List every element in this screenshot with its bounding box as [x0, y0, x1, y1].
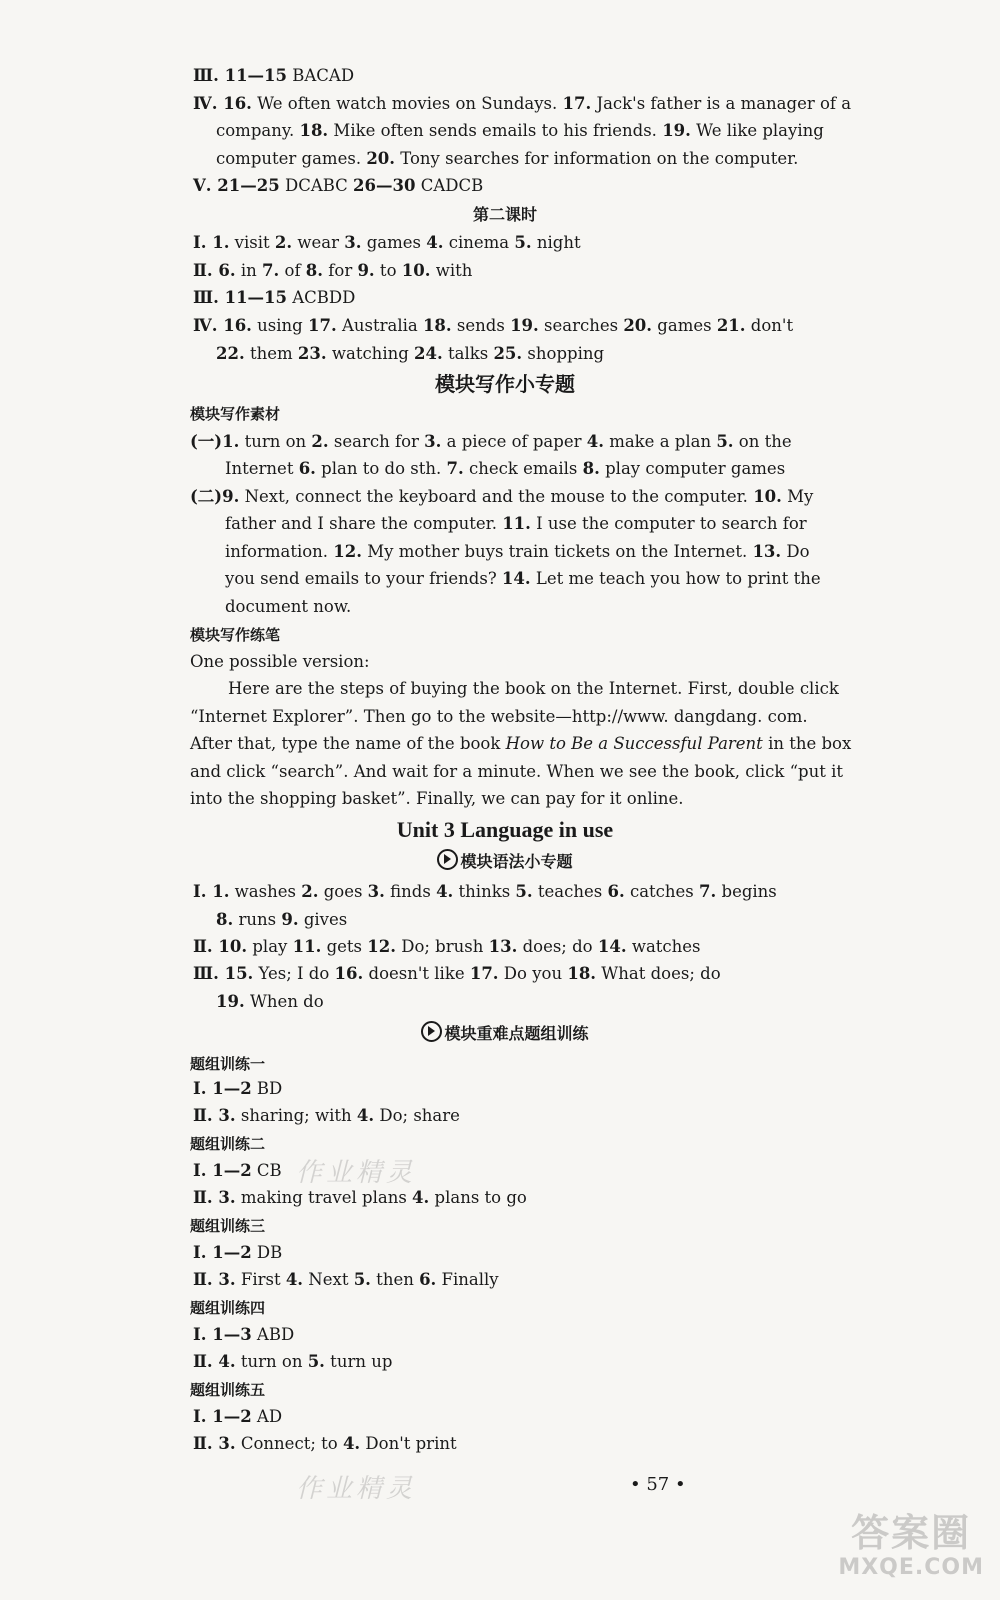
answer-line: Ⅱ. 3. Connect; to 4. Don't print: [193, 1434, 457, 1453]
answer-line: company. 18. Mike often sends emails to his friends. 19. We like playing: [216, 121, 824, 140]
essay-line: Here are the steps of buying the book on the Internet. First, double click: [228, 679, 839, 698]
subheading-writing-practice: 模块写作练笔: [190, 626, 281, 644]
play-arrow-icon: [421, 1021, 442, 1042]
section-heading-group-training: 模块重难点题组训练: [0, 1020, 1000, 1048]
answer-line: you send emails to your friends? 14. Let me teach you how to print the: [225, 569, 821, 588]
subheading-group-3: 题组训练三: [190, 1217, 266, 1235]
subheading-group-1: 题组训练一: [190, 1055, 266, 1073]
answer-line: Ⅲ. 11—15 BACAD: [193, 66, 355, 85]
site-logo: 答案圈 MXQE.COM: [838, 1511, 984, 1580]
answer-line: Ⅳ. 16. using 17. Australia 18. sends 19. searches 20. games 21. don't: [193, 316, 794, 335]
unit-heading: Unit 3 Language in use: [396, 817, 614, 842]
answer-line: Ⅰ. 1. visit 2. wear 3. games 4. cinema 5. night: [193, 233, 581, 252]
answer-line: father and I share the computer. 11. I use the computer to search for: [225, 514, 807, 533]
answer-line: Ⅳ. 16. We often watch movies on Sundays. 17. Jack's father is a manager of a: [193, 94, 852, 113]
answer-line: 8. runs 9. gives: [216, 910, 348, 929]
answer-line: Ⅱ. 10. play 11. gets 12. Do; brush 13. does; do 14. watches: [193, 937, 701, 956]
answer-line: Ⅲ. 11—15 ACBDD: [193, 288, 356, 307]
subheading-group-2: 题组训练二: [190, 1135, 266, 1153]
answer-line: Ⅰ. 1—2 AD: [193, 1407, 283, 1426]
answer-line: Internet 6. plan to do sth. 7. check emails 8. play computer games: [225, 459, 786, 478]
essay-line: “Internet Explorer”. Then go to the website—http://www. dangdang. com.: [190, 707, 808, 726]
answer-line: Ⅲ. 15. Yes; I do 16. doesn't like 17. Do you 18. What does; do: [193, 964, 721, 983]
page-number: • 57 •: [630, 1474, 686, 1495]
answer-line: Ⅰ. 1—3 ABD: [193, 1325, 295, 1344]
section-heading-lesson2: 第二课时: [472, 205, 537, 224]
answer-line: 22. them 23. watching 24. talks 25. shopping: [216, 344, 605, 363]
answer-line: Ⅰ. 1. washes 2. goes 3. finds 4. thinks 5. teaches 6. catches 7. begins: [193, 882, 777, 901]
answer-line: Ⅱ. 3. First 4. Next 5. then 6. Finally: [193, 1270, 499, 1289]
answer-line: Ⅱ. 3. making travel plans 4. plans to go: [193, 1188, 527, 1207]
answer-line: Ⅰ. 1—2 BD: [193, 1079, 283, 1098]
essay-line: After that, type the name of the book How to Be a Successful Parent in the box: [190, 734, 852, 753]
section-heading-grammar: 模块语法小专题: [0, 848, 1000, 876]
answer-line: document now.: [225, 597, 352, 616]
answer-line: Ⅱ. 3. sharing; with 4. Do; share: [193, 1106, 460, 1125]
watermark: 作业精灵: [296, 1474, 417, 1504]
answer-line: computer games. 20. Tony searches for information on the computer.: [216, 149, 799, 168]
answer-line: Ⅰ. 1—2 DB: [193, 1243, 283, 1262]
answer-line: Ⅰ. 1—2 CB: [193, 1161, 282, 1180]
answer-line: (二)9. Next, connect the keyboard and the mouse to the computer. 10. My: [190, 487, 814, 506]
play-arrow-icon: [437, 849, 458, 870]
answer-line: Ⅱ. 4. turn on 5. turn up: [193, 1352, 393, 1371]
subheading-writing-material: 模块写作素材: [190, 405, 281, 423]
section-heading-writing: 模块写作小专题: [435, 372, 575, 396]
subheading-group-4: 题组训练四: [190, 1299, 266, 1317]
answer-line: Ⅴ. 21—25 DCABC 26—30 CADCB: [193, 176, 484, 195]
essay-line: into the shopping basket”. Finally, we can pay for it online.: [190, 789, 684, 808]
answer-line: 19. When do: [216, 992, 324, 1011]
essay-line: One possible version:: [190, 652, 370, 671]
watermark: 作业精灵: [296, 1158, 417, 1188]
subheading-group-5: 题组训练五: [190, 1381, 266, 1399]
essay-line: and click “search”. And wait for a minute. When we see the book, click “put it: [190, 762, 843, 781]
answer-line: Ⅱ. 6. in 7. of 8. for 9. to 10. with: [193, 261, 473, 280]
answer-line: (一)1. turn on 2. search for 3. a piece of paper 4. make a plan 5. on the: [190, 432, 792, 451]
answer-line: information. 12. My mother buys train tickets on the Internet. 13. Do: [225, 542, 810, 561]
